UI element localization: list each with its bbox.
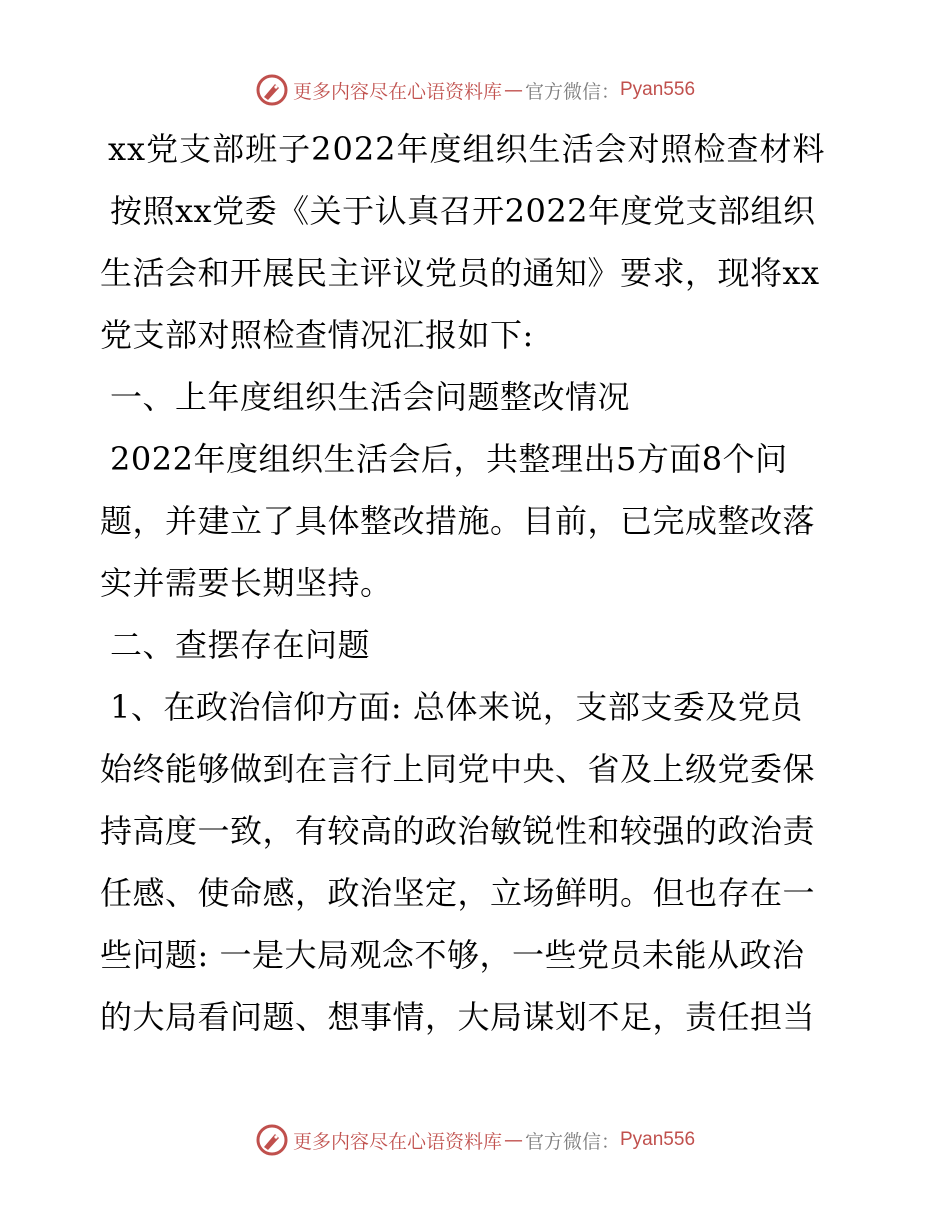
document-body: [100, 118, 860, 1048]
banner-wechat-handle: Pyan556: [620, 1129, 696, 1150]
banner-main-text: 更多内容尽在心语资料库: [292, 1130, 502, 1153]
paragraph-line-9: 1、在政治信仰方面: 总体来说，支部支委及党员: [110, 688, 803, 726]
banner-dash: —: [503, 79, 523, 101]
paragraph-line-3: 党支部对照检查情况汇报如下:: [100, 316, 534, 354]
header-watermark-banner: [0, 70, 950, 110]
paragraph-line-12: 任感、使命感，政治坚定，立场鲜明。但也存在一: [100, 874, 816, 912]
section-heading-1: 一、上年度组织生活会问题整改情况: [110, 378, 631, 416]
banner-sub-text: 官方微信：: [524, 80, 620, 103]
paragraph-line-5: 2022年度组织生活会后，共整理出5方面8个问: [110, 440, 788, 478]
paragraph-line-6: 题，并建立了具体整改措施。目前，已完成整改落: [100, 502, 816, 540]
footer-watermark-banner: [0, 1120, 950, 1160]
paragraph-line-2: 生活会和开展民主评议党员的通知》要求，现将xx: [100, 254, 820, 292]
pen-nib-logo-icon: [255, 1123, 289, 1157]
paragraph-line-13: 些问题: 一是大局观念不够，一些党员未能从政治: [100, 936, 805, 974]
paragraph-line-10: 始终能够做到在言行上同党中央、省及上级党委保: [100, 750, 816, 788]
document-title: xx党支部班子2022年度组织生活会对照检查材料: [108, 130, 826, 168]
section-heading-2: 二、查摆存在问题: [110, 626, 371, 664]
pen-nib-logo-icon: [255, 73, 289, 107]
paragraph-line-14: 的大局看问题、想事情，大局谋划不足，责任担当: [100, 998, 816, 1036]
banner-dash: —: [503, 1129, 523, 1151]
paragraph-line-7: 实并需要长期坚持。: [100, 564, 393, 602]
banner-sub-text: 官方微信：: [524, 1130, 620, 1153]
paragraph-line-11: 持高度一致，有较高的政治敏锐性和较强的政治责: [100, 812, 816, 850]
banner-main-text: 更多内容尽在心语资料库: [292, 80, 502, 103]
paragraph-line-1: 按照xx党委《关于认真召开2022年度党支部组织: [110, 192, 816, 230]
banner-wechat-handle: Pyan556: [620, 79, 696, 100]
